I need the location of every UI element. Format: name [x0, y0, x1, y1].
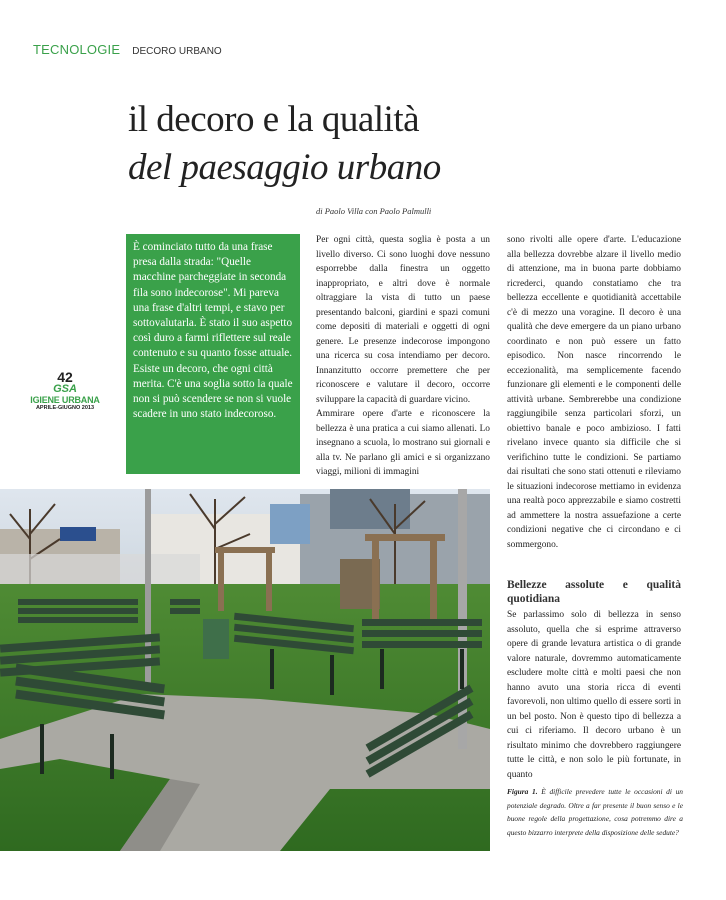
section-heading: Bellezze assolute e qualità quotidiana — [507, 579, 681, 605]
paragraph: Ammirare opere d'arte e riconoscere la bellezza è una pratica a cui siamo allenati. Lo insegnano a scuola, lo mostrano sui giornali e alla tv. Ne parlano gli amici e si organizzano viaggi, milioni di immagini — [316, 409, 490, 477]
article-column-3 — [507, 578, 681, 782]
magazine-brand: GSA — [53, 383, 77, 395]
magazine-issue: APRILE-GIUGNO 2013 — [35, 405, 95, 411]
figure-caption — [507, 785, 683, 839]
photo-illustration — [0, 489, 490, 851]
article-title-line1: il decoro e la qualità — [128, 99, 420, 140]
magazine-name: IGIENE URBANA — [30, 395, 100, 405]
caption-text: È difficile prevedere tutte le occasioni di un potenziale degrado. Oltre a far presente il buon senso e le buone regole della progettazione, cosa potremmo dire a questo bizzarro interprete della disposizione delle sedute? — [507, 787, 683, 837]
paragraph: Per ogni città, questa soglia è posta a un livello diverso. Ci sono luoghi dove nessuno esporrebbe dalla finestra un oggetto inappropriato, e altri dove è normale oltraggiare la vista di tutto un paese presentando balconi, giardini e spazi comuni come depositi di materiali e oggetti di ogni genere. Le presenze indecorose impongono una ricerca su cosa intendiamo per decoro. Innanzitutto occorre premettere che per riconoscere e valutare il decoro, occorre sviluppare la capacità di guardare vicino. — [316, 235, 490, 405]
article-byline: di Paolo Villa con Paolo Palmulli — [316, 206, 432, 216]
article-title-line2: del paesaggio urbano — [128, 147, 441, 188]
paragraph: Se parlassimo solo di bellezza in senso assoluto, quella che si esprime attraverso opere di grande levatura artistica o di grande valore naturale, dovremmo automaticamente escludere molte città e molti paesi che non hanno avuto una storia ricca di eventi favorevoli, non ultimo quello di essere sorti in un bel posto. Non è questo tipo di bellezza a cui ci riferiamo. Il decoro urbano è un risultato minimo che dovrebbero raggiungere tutte le città, e non solo le più fortunate, in quanto — [507, 610, 681, 780]
pullquote-text: È cominciato tutto da una frase presa dalla strada: "Quelle macchine parcheggiate in seconda fila sono indecorose". Mi pareva una frase d'altri tempi, e stavo per sottovalutarla. È stato il suo aspetto così duro a farmi riflettere sul reale contenuto e su quanto fosse attuale. Esiste un decoro, che ogni città merita. C'è una soglia sotto la quale non si può scendere se non si vuole scadere in uno stato indecoroso. — [133, 241, 293, 421]
section-label: TECNOLOGIE — [33, 42, 121, 57]
subsection-label: DECORO URBANO — [132, 46, 222, 57]
magazine-folio — [30, 370, 100, 412]
pullquote-box — [126, 234, 300, 474]
article-column-1 — [316, 233, 490, 480]
article-column-2 — [507, 233, 681, 552]
park-benches-photo — [0, 489, 490, 851]
paragraph: sono rivolti alle opere d'arte. L'educazione alla bellezza dovrebbe alzare il livello medio di attenzione, ma in buona parte dobbiamo ricrederci, quando constatiamo che tra bellezza eccellente e quotidianità accettabile c'è di mezzo una voragine. Il decoro è una qualità che deve emergere da un piano urbano coordinato e non può essere un fatto episodico. Non nasce rincorrendo le eccezionalità, ma semplicemente facendo funzionare gli elementi e le componenti delle attività urbane. Sembrerebbe una condizione raggiungibile senza particolari sforzi, un obiettivo banale e poco ambizioso. I fatti rivelano invece quanto sia difficile che si verifichino tutte le condizioni. Se partiamo dai risultati che sono stati ottenuti e rileviamo le situazioni indecorose mettiamo in evidenza una realtà poco apprezzabile e siamo costretti ad ammettere la nostra assuefazione a certe condizioni negative che ci circondano e ci sommergono. — [507, 235, 681, 550]
caption-label: Figura 1. — [507, 787, 538, 796]
section-header — [33, 41, 222, 59]
page-number: 42 — [57, 369, 73, 385]
